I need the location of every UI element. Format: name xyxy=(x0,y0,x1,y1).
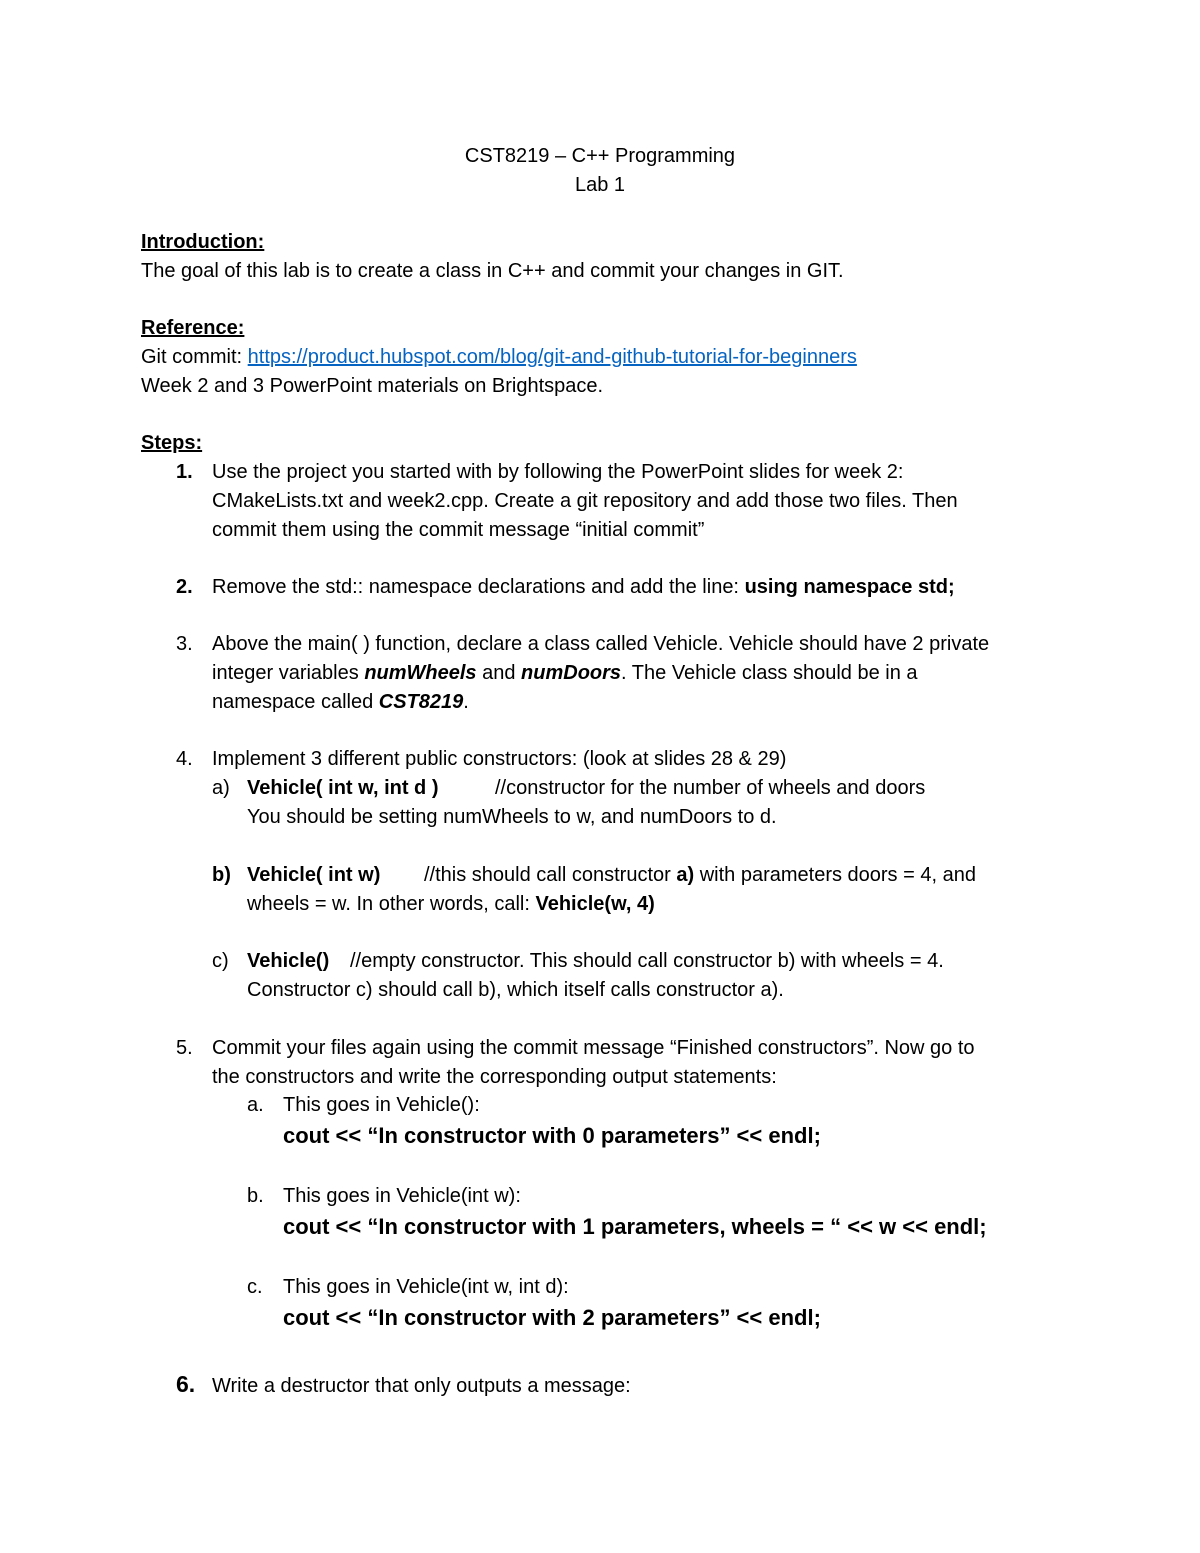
step-4c-comment: //empty constructor. This should call constructor b) with wheels = 4. xyxy=(350,950,944,972)
step-1-line-1: Use the project you started with by following the PowerPoint slides for week 2: xyxy=(212,461,904,483)
step-5a-text: This goes in Vehicle(): xyxy=(283,1094,480,1116)
reference-materials: Week 2 and 3 PowerPoint materials on Brightspace. xyxy=(141,375,604,397)
step-4b-ref: a) xyxy=(676,864,695,886)
step-4b-marker: b) xyxy=(212,864,231,886)
step-5c-marker: c. xyxy=(247,1276,263,1298)
step-1-line-3: commit them using the commit message “initial commit” xyxy=(212,519,705,541)
var-num-doors: numDoors xyxy=(521,662,622,684)
step-4-line-1: Implement 3 different public constructors: (look at slides 28 & 29) xyxy=(212,748,787,770)
step-4a-code: Vehicle( int w, int d ) xyxy=(247,777,439,799)
steps-heading: Steps: xyxy=(141,432,203,454)
step-3-text-mid: and xyxy=(476,662,522,684)
step-6-marker: 6. xyxy=(176,1371,196,1397)
step-4b-comment-pre: //this should call constructor xyxy=(424,864,677,886)
step-2-line xyxy=(212,573,955,601)
step-3-text-post: . The Vehicle class should be in a xyxy=(621,662,918,684)
var-num-wheels: numWheels xyxy=(364,662,477,684)
step-4b-code: Vehicle( int w) xyxy=(247,864,381,886)
introduction-heading: Introduction: xyxy=(141,231,265,253)
step-1-line-2: CMakeLists.txt and week2.cpp. Create a git repository and add those two files. Then xyxy=(212,490,958,512)
step-4c-code: Vehicle() xyxy=(247,950,330,972)
step-3-ns-pre: namespace called xyxy=(212,691,379,713)
step-1-marker: 1. xyxy=(176,461,193,483)
step-3-line-1: Above the main( ) function, declare a class called Vehicle. Vehicle should have 2 private xyxy=(212,633,990,655)
step-5-line-1: Commit your files again using the commit message “Finished constructors”. Now go to xyxy=(212,1037,975,1059)
step-5a-marker: a. xyxy=(247,1094,264,1116)
introduction-text: The goal of this lab is to create a class in C++ and commit your changes in GIT. xyxy=(141,260,844,282)
step-4b-line-2-pre: wheels = w. In other words, call: xyxy=(247,893,536,915)
step-4b-comment xyxy=(424,861,976,889)
reference-heading: Reference: xyxy=(141,317,245,339)
step-5-line-2: the constructors and write the corresponding output statements: xyxy=(212,1066,777,1088)
step-2-marker: 2. xyxy=(176,576,193,598)
step-3-line-3 xyxy=(212,688,469,716)
step-5a-code: cout << “In constructor with 0 parameters” << endl; xyxy=(283,1123,821,1148)
step-4a-line-2: You should be setting numWheels to w, and numDoors to d. xyxy=(247,806,777,828)
git-commit-label: Git commit: xyxy=(141,346,248,368)
step-5b-code: cout << “In constructor with 1 parameters, wheels = “ << w << endl; xyxy=(283,1214,987,1239)
step-4b-line-2 xyxy=(247,890,655,918)
step-3-text-pre: integer variables xyxy=(212,662,365,684)
step-5-marker: 5. xyxy=(176,1037,193,1059)
step-4a-comment: //constructor for the number of wheels and doors xyxy=(495,777,926,799)
step-5c-text: This goes in Vehicle(int w, int d): xyxy=(283,1276,569,1298)
step-4a-marker: a) xyxy=(212,777,230,799)
step-4c-line-2: Constructor c) should call b), which itself calls constructor a). xyxy=(247,979,784,1001)
step-3-ns-post: . xyxy=(463,691,469,713)
step-2-code: using namespace std; xyxy=(744,576,955,598)
step-3-line-2 xyxy=(212,659,918,687)
step-4b-call: Vehicle(w, 4) xyxy=(535,893,655,915)
git-tutorial-link[interactable]: https://product.hubspot.com/blog/git-and-github-tutorial-for-beginners xyxy=(247,346,857,368)
step-4b-comment-post: with parameters doors = 4, and xyxy=(694,864,976,886)
step-4-marker: 4. xyxy=(176,748,193,770)
document-title: CST8219 – C++ Programming xyxy=(464,145,736,167)
step-5b-text: This goes in Vehicle(int w): xyxy=(283,1185,521,1207)
step-5b-marker: b. xyxy=(247,1185,264,1207)
step-4c-marker: c) xyxy=(212,950,229,972)
reference-git-line xyxy=(141,343,857,371)
step-3-marker: 3. xyxy=(176,633,193,655)
step-2-text: Remove the std:: namespace declarations and add the line: xyxy=(212,576,745,598)
step-6-text: Write a destructor that only outputs a message: xyxy=(212,1375,631,1397)
document-subtitle: Lab 1 xyxy=(574,174,626,196)
namespace-name: CST8219 xyxy=(378,691,464,713)
step-5c-code: cout << “In constructor with 2 parameters” << endl; xyxy=(283,1305,821,1330)
